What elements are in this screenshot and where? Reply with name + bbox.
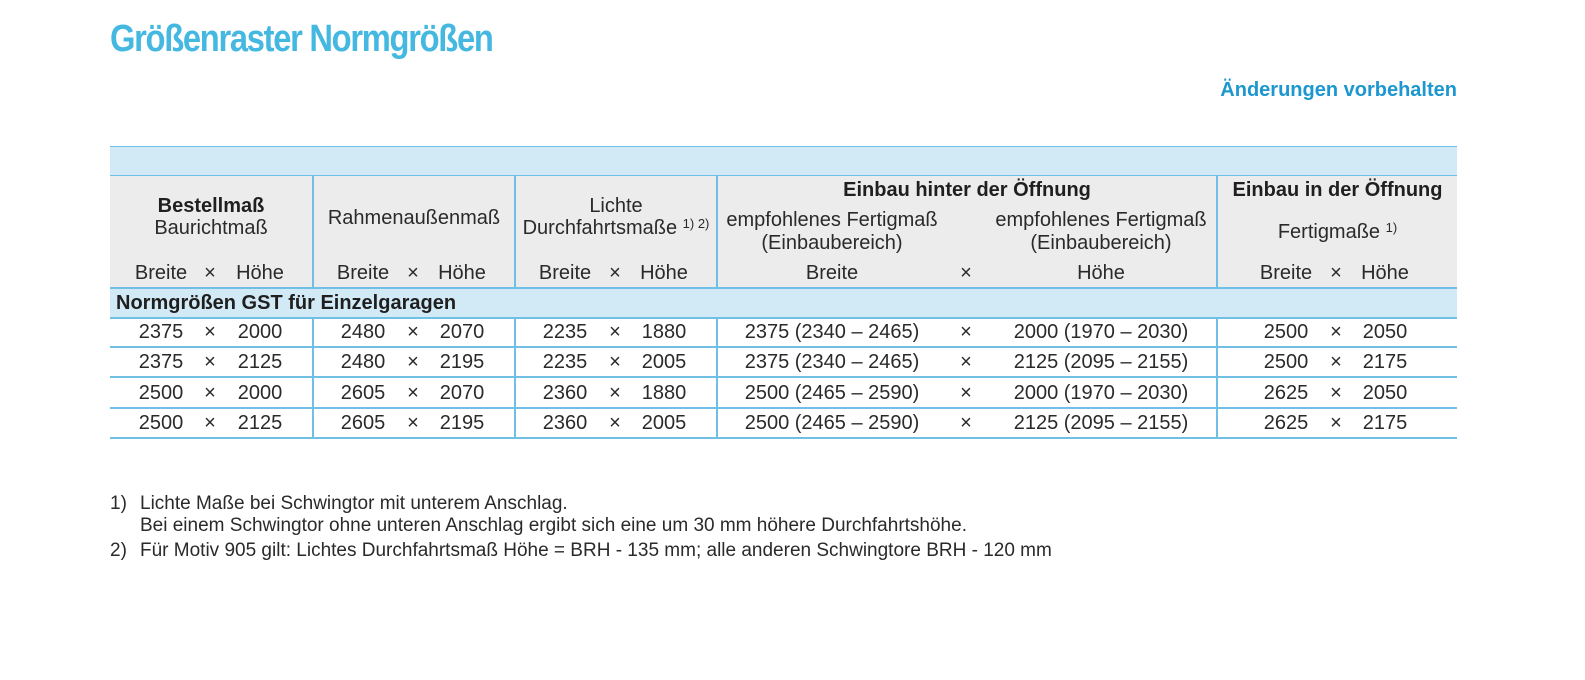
table-cell: 2375 (2340 – 2465) (744, 321, 920, 343)
table-cell: 2125 (2095 – 2155) (1013, 351, 1189, 373)
group-row-label: Normgrößen GST für Einzelgaragen (116, 292, 457, 314)
col-clear-line1: Lichte (589, 195, 643, 217)
table-cell: 2605 (340, 412, 386, 434)
col-clear-footnote-ref: 1) 2) (682, 216, 710, 231)
footnote-1-number: 1) (110, 493, 127, 514)
col-divider-1b (312, 318, 314, 438)
changes-reserved-note: Änderungen vorbehalten (1220, 79, 1457, 101)
group-in-opening: Einbau in der Öffnung (1232, 179, 1443, 201)
table-cell: 2005 (641, 412, 687, 434)
table-cell: 1880 (641, 321, 687, 343)
table-cell: 2480 (340, 351, 386, 373)
in-opening-title (1218, 221, 1457, 244)
col-divider-1 (312, 176, 314, 288)
table-cell: 2175 (1362, 412, 1408, 434)
col-clear-line2-text: Durchfahrtsmaße (522, 217, 678, 239)
col-divider-3b (716, 318, 718, 438)
table-cell: 1880 (641, 382, 687, 404)
times-sign: × (204, 321, 216, 343)
behind-height-line2: (Einbaubereich) (1030, 232, 1172, 254)
table-cell: 2070 (439, 321, 485, 343)
table-cell: 2500 (138, 412, 184, 434)
col-order-times: × (204, 262, 216, 284)
table-cell: 2235 (542, 321, 588, 343)
table-cell: 2500 (138, 382, 184, 404)
col-divider-4b (1216, 318, 1218, 438)
table-cell: 2360 (542, 382, 588, 404)
table-cell: 2480 (340, 321, 386, 343)
times-sign: × (960, 382, 972, 404)
behind-width-line1: empfohlenes Fertigmaß (726, 209, 938, 231)
table-cell: 2625 (1263, 382, 1309, 404)
col-frame-height-label: Höhe (438, 262, 486, 284)
col-clear-line2 (515, 217, 717, 240)
col-divider-4 (1216, 176, 1218, 288)
table-cell: 2000 (237, 321, 283, 343)
table-cell: 2005 (641, 351, 687, 373)
table-cell: 2000 (1970 – 2030) (1013, 382, 1189, 404)
table-cell: 2195 (439, 351, 485, 373)
times-sign: × (407, 351, 419, 373)
table-cell: 2500 (1263, 321, 1309, 343)
footnote-1-line2: Bei einem Schwingtor ohne unteren Anschlag ergibt sich eine um 30 mm höhere Durchfahrtshöhe. (140, 515, 967, 536)
table-cell: 2500 (2465 – 2590) (744, 412, 920, 434)
times-sign: × (1330, 351, 1342, 373)
col-order-width-label: Breite (134, 262, 188, 284)
table-cell: 2050 (1362, 382, 1408, 404)
col-divider-2b (514, 318, 516, 438)
table-cell: 2070 (439, 382, 485, 404)
group-behind-opening: Einbau hinter der Öffnung (843, 179, 1091, 201)
footnote-2-number: 2) (110, 540, 127, 561)
times-sign: × (204, 412, 216, 434)
table-cell: 2050 (1362, 321, 1408, 343)
table-cell: 2500 (1263, 351, 1309, 373)
times-sign: × (407, 382, 419, 404)
times-sign: × (609, 351, 621, 373)
footnote-2 (110, 539, 1052, 562)
in-width-label: Breite (1259, 262, 1313, 284)
col-order-size-subtitle: Baurichtmaß (154, 217, 268, 239)
table-cell: 2175 (1362, 351, 1408, 373)
table-cell: 2500 (2465 – 2590) (744, 382, 920, 404)
in-times: × (1330, 262, 1342, 284)
table-cell: 2375 (138, 351, 184, 373)
table-cell: 2125 (237, 412, 283, 434)
col-order-size-title: Bestellmaß (157, 195, 265, 217)
page-title: Größenraster Normgrößen (110, 18, 493, 60)
table-cell: 2125 (237, 351, 283, 373)
times-sign: × (407, 321, 419, 343)
table-cell: 2625 (1263, 412, 1309, 434)
behind-width-line2: (Einbaubereich) (761, 232, 903, 254)
col-clear-height-label: Höhe (640, 262, 688, 284)
col-divider-3 (716, 176, 718, 288)
times-sign: × (407, 412, 419, 434)
times-sign: × (204, 351, 216, 373)
table-cell: 2375 (138, 321, 184, 343)
col-frame-times: × (407, 262, 419, 284)
times-sign: × (609, 321, 621, 343)
table-top-band (110, 146, 1457, 176)
times-sign: × (1330, 412, 1342, 434)
table-cell: 2195 (439, 412, 485, 434)
times-sign: × (609, 412, 621, 434)
times-sign: × (960, 412, 972, 434)
table-cell: 2360 (542, 412, 588, 434)
col-frame-width-label: Breite (336, 262, 390, 284)
footnote-2-line1: Für Motiv 905 gilt: Lichtes Durchfahrtsmaß Höhe = BRH - 135 mm; alle anderen Schwingtore BRH - 120 mm (140, 540, 1052, 561)
times-sign: × (960, 321, 972, 343)
behind-width-label: Breite (805, 262, 859, 284)
col-order-height-label: Höhe (236, 262, 284, 284)
col-clear-width-label: Breite (538, 262, 592, 284)
behind-height-label: Höhe (1077, 262, 1125, 284)
in-opening-footnote-ref: 1) (1385, 220, 1398, 235)
col-clear-times: × (609, 262, 621, 284)
in-height-label: Höhe (1361, 262, 1409, 284)
footnote-1-cont (110, 514, 967, 537)
behind-height-line1: empfohlenes Fertigmaß (995, 209, 1207, 231)
times-sign: × (1330, 321, 1342, 343)
table-cell: 2000 (1970 – 2030) (1013, 321, 1189, 343)
col-divider-2 (514, 176, 516, 288)
behind-times: × (960, 262, 972, 284)
times-sign: × (1330, 382, 1342, 404)
table-cell: 2125 (2095 – 2155) (1013, 412, 1189, 434)
times-sign: × (204, 382, 216, 404)
col-frame-title: Rahmenaußenmaß (327, 207, 501, 229)
times-sign: × (960, 351, 972, 373)
footnote-1-line1: Lichte Maße bei Schwingtor mit unterem Anschlag. (140, 493, 568, 514)
footnote-1 (110, 492, 568, 515)
table-cell: 2235 (542, 351, 588, 373)
table-cell: 2000 (237, 382, 283, 404)
table-cell: 2605 (340, 382, 386, 404)
in-opening-title-text: Fertigmaße (1277, 221, 1381, 243)
times-sign: × (609, 382, 621, 404)
table-cell: 2375 (2340 – 2465) (744, 351, 920, 373)
